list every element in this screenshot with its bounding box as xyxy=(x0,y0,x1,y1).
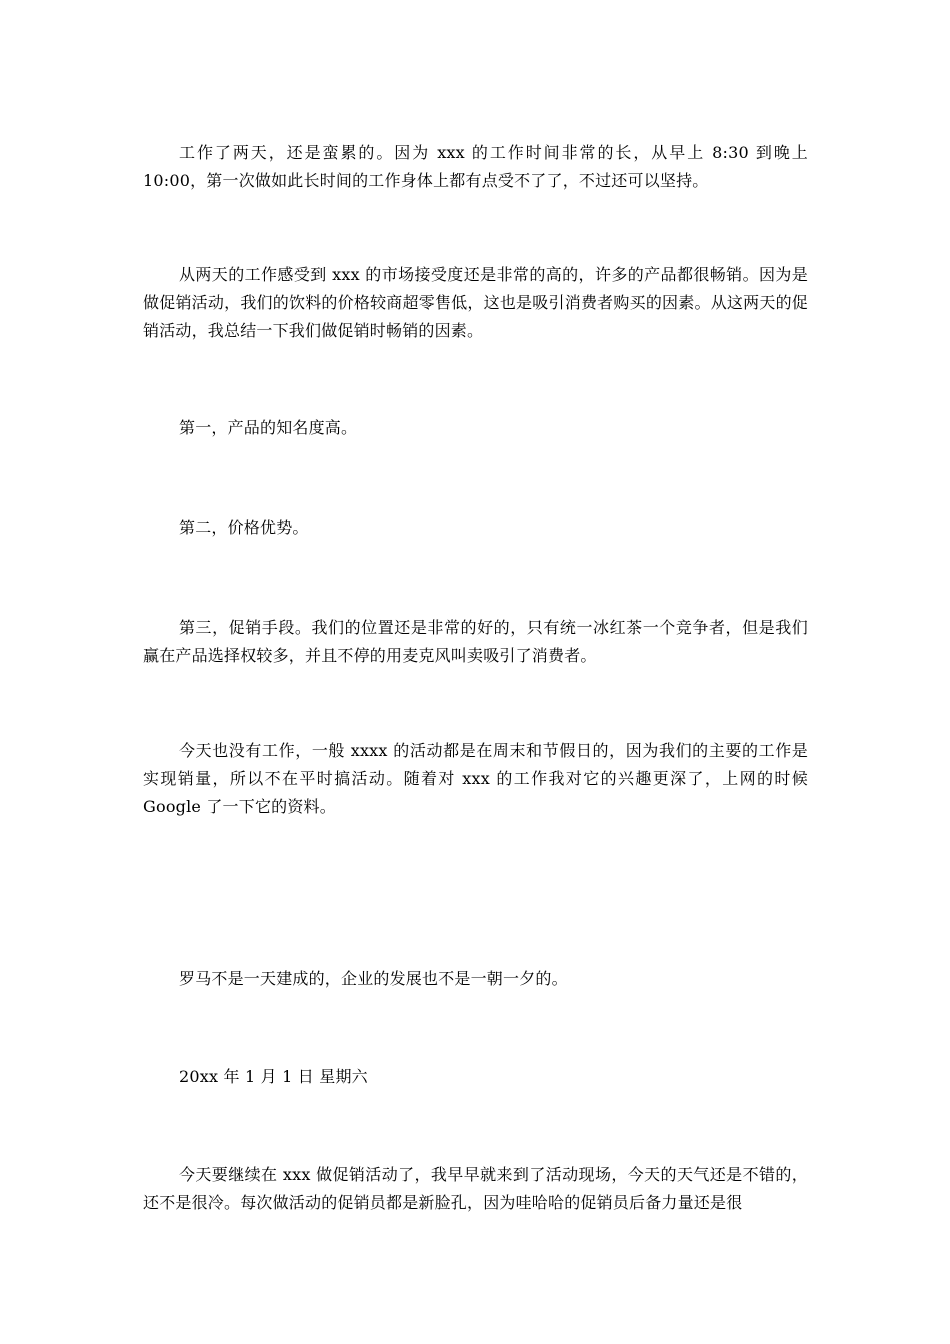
paragraph-no-work-today: 今天也没有工作，一般 xxxx 的活动都是在周末和节假日的，因为我们的主要的工作是实现销量，所以不在平时搞活动。随着对 xxx 的工作我对它的兴趣更深了，上网的时候 Google 了一下它的资料。 xyxy=(143,741,808,816)
paragraph-work-hours: 工作了两天，还是蛮累的。因为 xxx 的工作时间非常的长，从早上 8:30 到晚上 10:00，第一次做如此长时间的工作身体上都有点受不了了，不过还可以坚持。 xyxy=(143,143,808,190)
paragraph-continue-promotion: 今天要继续在 xxx 做促销活动了，我早早就来到了活动现场，今天的天气还是不错的，还不是很冷。每次做活动的促销员都是新脸孔，因为哇哈哈的促销员后备力量还是很 xyxy=(143,1165,808,1212)
paragraph-rome-proverb: 罗马不是一天建成的，企业的发展也不是一朝一夕的。 xyxy=(179,969,568,988)
paragraph-factor-three: 第三，促销手段。我们的位置还是非常的好的，只有统一冰红茶一个竞争者，但是我们赢在产品选择权较多，并且不停的用麦克风叫卖吸引了消费者。 xyxy=(143,618,808,665)
date-line: 20xx 年 1 月 1 日 星期六 xyxy=(179,1067,368,1086)
paragraph-factor-two: 第二，价格优势。 xyxy=(179,518,309,537)
paragraph-market-acceptance: 从两天的工作感受到 xxx 的市场接受度还是非常的高的，许多的产品都很畅销。因为是做促销活动，我们的饮料的价格较商超零售低，这也是吸引消费者购买的因素。从这两天的促销活动，我总结一下我们做促销时畅销的因素。 xyxy=(143,265,808,340)
paragraph-factor-one: 第一，产品的知名度高。 xyxy=(179,418,358,437)
